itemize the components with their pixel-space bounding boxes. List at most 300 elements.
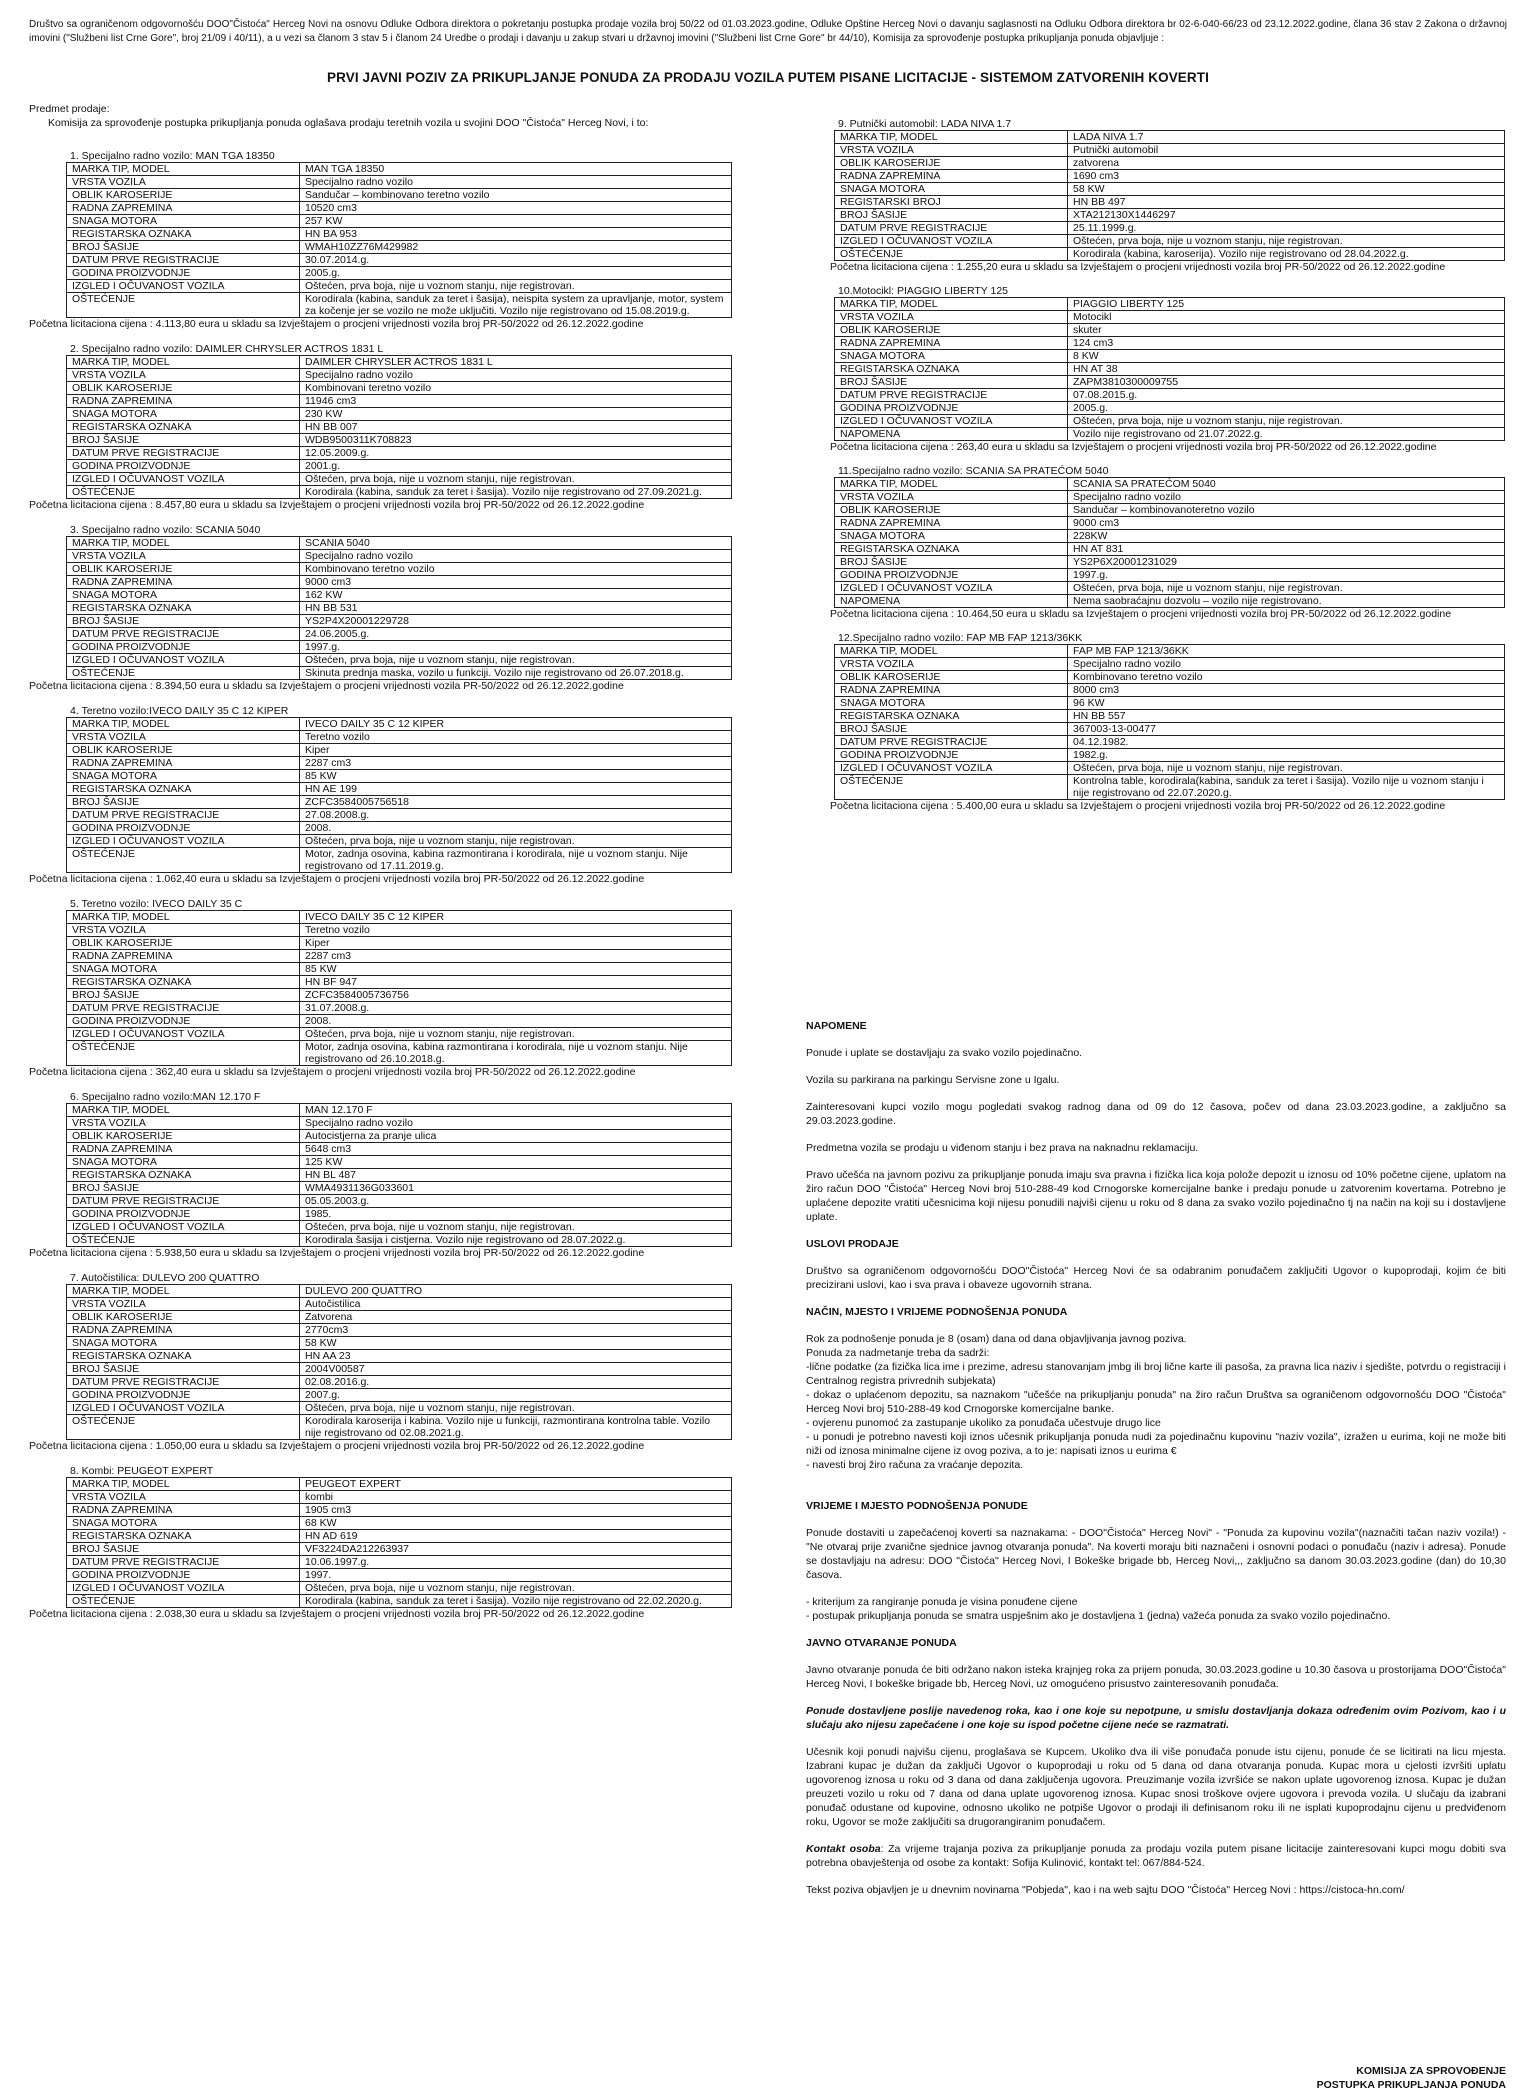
spec-value: 58 KW (1068, 183, 1505, 196)
nacin-line: Ponuda za nadmetanje treba da sadrži: (806, 1347, 990, 1359)
spec-value: HN BL 487 (300, 1169, 732, 1182)
spec-label: OBLIK KAROSERIJE (835, 671, 1068, 684)
spec-value: Zatvorena (300, 1311, 732, 1324)
spec-value: 9000 cm3 (1068, 517, 1505, 530)
spec-label: RADNA ZAPREMINA (835, 337, 1068, 350)
ucesnik-text: Učesnik koji ponudi najvišu cijenu, proglašava se Kupcem. Ukoliko dva ili više ponuđača ponude istu cijenu, ponude će se licitirati na licu mjesta. Izabrani kupac je dužan da zaključi Ugovor o kupoprodaji u roku od 5 dana od dana otvaranja ponuda. Kupac mora u cjelosti izvršiti uplatu ugovorenog iznosa u roku od 3 dana od dana zaključenja ugovora. Preuzimanje vozila izvršiće se nakon uplate ugovorenog iznosa. Kupac je dužan preuzeti vozilo u roku od 7 dana od dana uplate ugovorenog iznosa. Kupac snosi troškove ovjere ugovora i prevoda vozila. U slučaju da izabrani ponuđač odustane od kupovine, odnosno ukoliko ne potpiše Ugovor o prodaji ili definisanom roku ili ne isplati kupoprodajnu cijenu u predviđenom roku, Ugovor se može zaključiti sa drugorangiranim ponuđačem. (806, 1746, 1506, 1828)
spec-value: WDB9500311K708823 (300, 434, 732, 447)
spec-label: IZGLED I OČUVANOST VOZILA (67, 1582, 300, 1595)
spec-row (835, 749, 1505, 762)
spec-row (67, 202, 732, 215)
spec-row (835, 556, 1505, 569)
spec-value: 07.08.2015.g. (1068, 389, 1505, 402)
spec-row (67, 176, 732, 189)
spec-value: 11946 cm3 (300, 395, 732, 408)
spec-label: RADNA ZAPREMINA (835, 684, 1068, 697)
vehicles-left-column (29, 150, 732, 1621)
spec-value: WMAH10ZZ76M429982 (300, 241, 732, 254)
starting-price: Početna licitaciona cijena : 1.062,40 eura u skladu sa Izvještajem o procjeni vrijednosti vozila broj PR-50/2022 od 26.12.2022.godine (29, 873, 645, 885)
spec-value: Oštećen, prva boja, nije u voznom stanju, nije registrovan. (300, 473, 732, 486)
spec-row (67, 976, 732, 989)
napomena-item: Pravo učešća na javnom pozivu za prikupljanje ponuda imaju sva pravna i fizička lica koja polože depozit u iznosu od 10% početne cijene, uplatom na žiro račun DOO "Čistoća" Herceg Novi broj 510-288-49 kod Crnogorske komercijalne banke i predaju ponude u zatvorenim kovertama. Potrebno je uplaćene depozite vratiti učesnicima koji nijesu ponudili najviši cijenu u roku od 8 dana za svako vozilo pojedinačno tj na način na koji su i dostavljene uplate. (806, 1169, 1506, 1223)
spec-value: Motor, zadnja osovina, kabina razmontirana i korodirala, nije u voznom stanju. Nije registrovano od 17.11.2019.g. (300, 848, 732, 873)
spec-label: SNAGA MOTORA (67, 408, 300, 421)
spec-label: GODINA PROIZVODNJE (67, 822, 300, 835)
spec-value: 9000 cm3 (300, 576, 732, 589)
spec-value: 1997.g. (1068, 569, 1505, 582)
spec-value: SCANIA 5040 (300, 537, 732, 550)
spec-label: SNAGA MOTORA (67, 1337, 300, 1350)
spec-row (67, 1182, 732, 1195)
spec-value: 2008. (300, 1015, 732, 1028)
spec-label: REGISTARSKA OZNAKA (835, 710, 1068, 723)
signature-block (1317, 2064, 1506, 2092)
spec-value: Oštećen, prva boja, nije u voznom stanju, nije registrovan. (300, 280, 732, 293)
spec-value: Oštećen, prva boja, nije u voznom stanju, nije registrovan. (1068, 762, 1505, 775)
spec-value: Kombinovano teretno vozilo (300, 563, 732, 576)
spec-value: MAN 12.170 F (300, 1104, 732, 1117)
spec-label: VRSTA VOZILA (67, 1491, 300, 1504)
spec-value: 2287 cm3 (300, 757, 732, 770)
spec-row (835, 530, 1505, 543)
vehicle-heading: 12.Specijalno radno vozilo: FAP MB FAP 1213/36KK (838, 632, 1083, 644)
spec-row (835, 684, 1505, 697)
starting-price: Početna licitaciona cijena : 4.113,80 eura u skladu sa Izvještajem o procjeni vrijednosti vozila broj PR-50/2022 od 26.12.2022.godine (29, 318, 644, 330)
spec-value: ZCFC3584005736756 (300, 989, 732, 1002)
spec-row (835, 723, 1505, 736)
spec-value: 85 KW (300, 770, 732, 783)
intro-paragraph: Društvo sa ograničenom odgovornošću DOO"Čistoća" Herceg Novi na osnovu Odluke Odbora direktora o pokretanju postupka prodaje vozila broj 50/22 od 01.03.2023.godine, Odluke Opštine Herceg Novi o davanju saglasnosti na Odluku Odbora direktora br 02-6-040-66/23 od 23.12.2022.godine, člana 36 stav 2 Zakona o državnoj imovini ("Službeni list Crne Gore", broj 21/09 i 40/11), a u vezi sa članom 3 stav 5 i članom 24 Uredbe o prodaji i davanju u zakup stvari u državnoj imovini ("Službeni list Crne Gore" br 44/10), Komisija za sprovođenje postupka prikupljanja ponuda objavljuje : (29, 19, 1507, 44)
spec-label: MARKA TIP, MODEL (67, 537, 300, 550)
nacin-heading: NAČIN, MJESTO I VRIJEME PODNOŠENJA PONUDA (806, 1306, 1068, 1318)
spec-row (67, 937, 732, 950)
spec-label: BROJ ŠASIJE (67, 1182, 300, 1195)
napomena-item: Vozila su parkirana na parkingu Servisne zone u Igalu. (806, 1074, 1060, 1086)
spec-value: 31.07.2008.g. (300, 1002, 732, 1015)
spec-row (67, 228, 732, 241)
spec-label: OBLIK KAROSERIJE (835, 157, 1068, 170)
spec-label: VRSTA VOZILA (67, 176, 300, 189)
spec-value: Specijalno radno vozilo (300, 550, 732, 563)
spec-value: HN AT 38 (1068, 363, 1505, 376)
spec-label: BROJ ŠASIJE (67, 1543, 300, 1556)
commission-statement: Komisija za sprovođenje postupka prikupljanja ponuda oglašava prodaju teretnih vozila u svojini DOO "Čistoća" Herceg Novi, i to: (48, 117, 649, 129)
spec-value: 10520 cm3 (300, 202, 732, 215)
spec-label: OBLIK KAROSERIJE (67, 563, 300, 576)
spec-value: Nema saobraćajnu dozvolu – vozilo nije registrovano. (1068, 595, 1505, 608)
spec-row (835, 324, 1505, 337)
spec-value: Specijalno radno vozilo (1068, 658, 1505, 671)
spec-value: HN BB 007 (300, 421, 732, 434)
vehicle-heading: 2. Specijalno radno vozilo: DAIMLER CHRYSLER ACTROS 1831 L (70, 343, 384, 355)
spec-label: REGISTARSKA OZNAKA (67, 976, 300, 989)
vehicle-spec-table (66, 1284, 732, 1440)
spec-label: OŠTEĆENJE (67, 1595, 300, 1608)
nacin-line: - dokaz o uplaćenom depozitu, sa naznakom "učešće na prikupljanju ponuda" na žiro račun Društva sa ograničenom odgovornošću DOO "Čistoća" Herceg Novi broj 510-288-49 kod Crnogorske komercijalne banke. (806, 1389, 1506, 1415)
spec-label: RADNA ZAPREMINA (67, 1324, 300, 1337)
spec-row (67, 1517, 732, 1530)
spec-row (67, 1156, 732, 1169)
spec-row (835, 595, 1505, 608)
spec-label: DATUM PRVE REGISTRACIJE (67, 1002, 300, 1015)
spec-label: SNAGA MOTORA (835, 697, 1068, 710)
spec-label: IZGLED I OČUVANOST VOZILA (67, 1028, 300, 1041)
spec-row (67, 1169, 732, 1182)
spec-row (67, 848, 732, 873)
spec-label: OBLIK KAROSERIJE (67, 744, 300, 757)
vehicle-spec-table (66, 1477, 732, 1608)
spec-value: Sandučar – kombinovano teretno vozilo (300, 189, 732, 202)
spec-row (835, 671, 1505, 684)
spec-row (835, 144, 1505, 157)
spec-label: VRSTA VOZILA (835, 491, 1068, 504)
spec-row (67, 1491, 732, 1504)
spec-row (835, 736, 1505, 749)
spec-row (67, 576, 732, 589)
spec-value: 12.05.2009.g. (300, 447, 732, 460)
spec-label: GODINA PROIZVODNJE (835, 402, 1068, 415)
spec-value: 30.07.2014.g. (300, 254, 732, 267)
spec-row (67, 835, 732, 848)
kriterij-line: - postupak prikupljanja ponuda se smatra uspješnim ako je dostavljena 1 (jedna) važeća ponuda za svako vozilo pojedinačno. (806, 1610, 1391, 1622)
spec-label: NAPOMENA (835, 595, 1068, 608)
spec-label: OBLIK KAROSERIJE (67, 1130, 300, 1143)
spec-value: Autočistilica (300, 1298, 732, 1311)
spec-label: BROJ ŠASIJE (835, 376, 1068, 389)
spec-label: REGISTARSKA OZNAKA (67, 1350, 300, 1363)
spec-label: GODINA PROIZVODNJE (67, 1569, 300, 1582)
spec-label: RADNA ZAPREMINA (67, 950, 300, 963)
spec-row (835, 710, 1505, 723)
spec-row (67, 731, 732, 744)
spec-label: OŠTEĆENJE (67, 1415, 300, 1440)
spec-value: YS2P4X20001229728 (300, 615, 732, 628)
spec-value: 1997.g. (300, 641, 732, 654)
spec-row (67, 395, 732, 408)
spec-label: IZGLED I OČUVANOST VOZILA (67, 654, 300, 667)
spec-row (67, 1389, 732, 1402)
spec-row (67, 963, 732, 976)
vehicle-spec-table (834, 297, 1505, 441)
spec-value: 1982.g. (1068, 749, 1505, 762)
spec-row (67, 1002, 732, 1015)
spec-label: IZGLED I OČUVANOST VOZILA (835, 762, 1068, 775)
spec-label: RADNA ZAPREMINA (67, 1143, 300, 1156)
spec-label: GODINA PROIZVODNJE (835, 569, 1068, 582)
spec-value: 85 KW (300, 963, 732, 976)
spec-row (67, 1221, 732, 1234)
spec-label: OŠTEĆENJE (67, 486, 300, 499)
spec-label: DATUM PRVE REGISTRACIJE (67, 447, 300, 460)
spec-label: OŠTEĆENJE (67, 848, 300, 873)
spec-row (67, 615, 732, 628)
spec-value: HN AA 23 (300, 1350, 732, 1363)
vehicles-right-column (830, 118, 1505, 813)
vehicle-spec-table (66, 355, 732, 499)
spec-row (67, 589, 732, 602)
spec-row (835, 248, 1505, 261)
spec-row (835, 658, 1505, 671)
spec-row (67, 280, 732, 293)
starting-price: Početna licitaciona cijena : 8.394,50 eura u skladu sa Izvještajem o procjeni vrijednosti vozila PR-50/2022 od 26.12.2022.godine (29, 680, 624, 692)
spec-row (67, 924, 732, 937)
spec-label: VRSTA VOZILA (67, 1298, 300, 1311)
spec-value: Oštećen, prva boja, nije u voznom stanju, nije registrovan. (300, 835, 732, 848)
spec-label: MARKA TIP, MODEL (835, 645, 1068, 658)
spec-label: MARKA TIP, MODEL (67, 1285, 300, 1298)
spec-value: 1997. (300, 1569, 732, 1582)
spec-value: Oštećen, prva boja, nije u voznom stanju, nije registrovan. (300, 1028, 732, 1041)
spec-row (67, 1415, 732, 1440)
spec-row (67, 421, 732, 434)
spec-value: 8000 cm3 (1068, 684, 1505, 697)
spec-row (835, 235, 1505, 248)
spec-label: DATUM PRVE REGISTRACIJE (835, 222, 1068, 235)
spec-label: SNAGA MOTORA (67, 1156, 300, 1169)
spec-value: zatvorena (1068, 157, 1505, 170)
vehicle-heading: 6. Specijalno radno vozilo:MAN 12.170 F (70, 1091, 261, 1103)
spec-label: VRSTA VOZILA (835, 311, 1068, 324)
spec-row (835, 311, 1505, 324)
vehicle-spec-table (66, 536, 732, 680)
spec-label: VRSTA VOZILA (835, 144, 1068, 157)
spec-value: Oštećen, prva boja, nije u voznom stanju, nije registrovan. (300, 1402, 732, 1415)
vehicle-block (830, 465, 1505, 621)
spec-value: 25.11.1999.g. (1068, 222, 1505, 235)
spec-value: ZCFC3584005756518 (300, 796, 732, 809)
spec-row (67, 1350, 732, 1363)
spec-row (67, 486, 732, 499)
spec-value: Korodirala (kabina, sanduk za teret i šasija). Vozilo nije registrovano od 27.09.2021.g. (300, 486, 732, 499)
spec-row (67, 822, 732, 835)
vehicle-block (830, 118, 1505, 274)
spec-row (67, 460, 732, 473)
spec-row (67, 1143, 732, 1156)
spec-label: BROJ ŠASIJE (67, 1363, 300, 1376)
spec-label: RADNA ZAPREMINA (67, 202, 300, 215)
spec-label: IZGLED I OČUVANOST VOZILA (835, 235, 1068, 248)
nacin-line: - navesti broj žiro računa za vraćanje depozita. (806, 1459, 1024, 1471)
spec-row (67, 783, 732, 796)
spec-label: RADNA ZAPREMINA (67, 757, 300, 770)
spec-value: 96 KW (1068, 697, 1505, 710)
spec-value: 125 KW (300, 1156, 732, 1169)
spec-label: OBLIK KAROSERIJE (67, 937, 300, 950)
spec-value: Teretno vozilo (300, 731, 732, 744)
spec-row (67, 667, 732, 680)
spec-value: Oštećen, prva boja, nije u voznom stanju, nije registrovan. (1068, 235, 1505, 248)
spec-value: 367003-13-00477 (1068, 723, 1505, 736)
spec-label: OŠTEĆENJE (67, 667, 300, 680)
starting-price: Početna licitaciona cijena : 2.038,30 eura u skladu sa Izvještajem o procjeni vrijednosti vozila broj PR-50/2022 od 26.12.2022.godine (29, 1608, 645, 1620)
signature-line: KOMISIJA ZA SPROVOĐENJE (1356, 2065, 1506, 2077)
spec-value: Korodirala šasija i cistjerna. Vozilo nije registrovano od 28.07.2022.g. (300, 1234, 732, 1247)
vrijeme-text: Ponude dostaviti u zapečaćenoj koverti sa naznakama: - DOO"Čistoća" Herceg Novi" - "Ponuda za kupovinu vozila"(naznačiti tačan naziv vozila!) - "Ne otvaraj prije zvanične sjednice javnog otvaranja ponuda". Na koverti moraju biti naznačeni i osnovni podaci o ponuđaču (naziv i adresa). Ponude se dostavljaju na adresu: DOO "Čistoća" Herceg Novi, I Bokeške brigade bb, Herceg Novi,,, zaključno sa danom 30.03.2023.godine (dan) do 10,30 časova. (806, 1527, 1506, 1581)
starting-price: Početna licitaciona cijena : 5.400,00 eura u skladu sa Izvještajem o procjeni vrijednosti vozila broj PR-50/2022 od 26.12.2022.godine (830, 800, 1446, 812)
spec-label: VRSTA VOZILA (67, 924, 300, 937)
spec-value: Oštećen, prva boja, nije u voznom stanju, nije registrovan. (300, 1582, 732, 1595)
spec-value: FAP MB FAP 1213/36KK (1068, 645, 1505, 658)
javno-text: Javno otvaranje ponuda će biti održano nakon isteka krajnjeg roka za prijem ponuda, 30.03.2023.godine u 10.30 časova u prostorijama DOO"Čistoća" Herceg Novi, I bokeške brigade bb, Herceg Novi, uz omogućeno prisustvo zainteresovanih ponuđača. (806, 1664, 1506, 1690)
spec-value: HN AE 199 (300, 783, 732, 796)
spec-label: IZGLED I OČUVANOST VOZILA (67, 835, 300, 848)
spec-row (67, 241, 732, 254)
spec-value: Autocistjerna za pranje ulica (300, 1130, 732, 1143)
spec-row (835, 183, 1505, 196)
spec-label: MARKA TIP, MODEL (67, 1104, 300, 1117)
spec-row (835, 478, 1505, 491)
spec-label: REGISTARSKA OZNAKA (67, 783, 300, 796)
spec-label: GODINA PROIZVODNJE (67, 1389, 300, 1402)
vehicle-block (29, 705, 732, 886)
spec-row (67, 809, 732, 822)
vehicle-spec-table (834, 644, 1505, 800)
spec-row (835, 415, 1505, 428)
spec-label: REGISTARSKA OZNAKA (835, 363, 1068, 376)
spec-row (835, 543, 1505, 556)
vehicle-heading: 5. Teretno vozilo: IVECO DAILY 35 C (70, 898, 243, 910)
spec-label: VRSTA VOZILA (67, 550, 300, 563)
spec-value: Specijalno radno vozilo (300, 176, 732, 189)
vehicle-block (29, 343, 732, 512)
page-title: PRVI JAVNI POZIV ZA PRIKUPLJANJE PONUDA ZA PRODAJU VOZILA PUTEM PISANE LICITACIJE - SISTEMOM ZATVORENIH KOVERTI (327, 70, 1209, 85)
spec-row (67, 1234, 732, 1247)
spec-row (835, 762, 1505, 775)
spec-row (835, 157, 1505, 170)
spec-row (67, 911, 732, 924)
spec-label: SNAGA MOTORA (67, 963, 300, 976)
spec-row (835, 428, 1505, 441)
spec-label: BROJ ŠASIJE (67, 989, 300, 1002)
spec-value: DAIMLER CHRYSLER ACTROS 1831 L (300, 356, 732, 369)
spec-value: Kombinovano teretno vozilo (1068, 671, 1505, 684)
spec-row (67, 382, 732, 395)
vehicle-spec-table (66, 717, 732, 873)
spec-label: MARKA TIP, MODEL (835, 298, 1068, 311)
spec-value: VF3224DA212263937 (300, 1543, 732, 1556)
spec-label: RADNA ZAPREMINA (67, 1504, 300, 1517)
spec-row (67, 563, 732, 576)
spec-row (835, 491, 1505, 504)
spec-row (67, 1041, 732, 1066)
spec-row (835, 222, 1505, 235)
spec-row (835, 298, 1505, 311)
spec-label: GODINA PROIZVODNJE (835, 749, 1068, 762)
spec-row (67, 1324, 732, 1337)
spec-row (67, 796, 732, 809)
nacin-line: - u ponudi je potrebno navesti koji iznos učesnik prikupljanja ponuda nudi za pojedinačnu kupovinu "naziv vozila", izražen u eurima, koji ne može biti niži od iznosa minimalne cijene iz ovog poziva, a to je: napisati iznos u eurima € (806, 1431, 1506, 1457)
spec-value: 58 KW (300, 1337, 732, 1350)
spec-row (67, 550, 732, 563)
spec-label: IZGLED I OČUVANOST VOZILA (67, 473, 300, 486)
spec-value: Specijalno radno vozilo (1068, 491, 1505, 504)
spec-label: REGISTARSKA OZNAKA (67, 228, 300, 241)
spec-value: MAN TGA 18350 (300, 163, 732, 176)
spec-label: RADNA ZAPREMINA (67, 576, 300, 589)
spec-label: REGISTARSKA OZNAKA (67, 602, 300, 615)
spec-label: SNAGA MOTORA (835, 530, 1068, 543)
signature-line: POSTUPKA PRIKUPLJANJA PONUDA (1316, 2079, 1506, 2091)
spec-row (67, 1504, 732, 1517)
spec-label: NAPOMENA (835, 428, 1068, 441)
spec-label: MARKA TIP, MODEL (67, 1478, 300, 1491)
spec-label: IZGLED I OČUVANOST VOZILA (67, 1221, 300, 1234)
spec-label: MARKA TIP, MODEL (67, 356, 300, 369)
spec-value: 05.05.2003.g. (300, 1195, 732, 1208)
spec-value: 2004V00587 (300, 1363, 732, 1376)
spec-value: HN AD 619 (300, 1530, 732, 1543)
spec-label: DATUM PRVE REGISTRACIJE (67, 809, 300, 822)
spec-value: Skinuta prednja maska, vozilo u funkciji. Vozilo nije registrovano od 26.07.2018.g. (300, 667, 732, 680)
spec-label: VRSTA VOZILA (67, 369, 300, 382)
spec-label: OBLIK KAROSERIJE (835, 324, 1068, 337)
spec-label: OŠTEĆENJE (67, 293, 300, 318)
napomena-item: Predmetna vozila se prodaju u viđenom stanju i bez prava na naknadnu reklamaciju. (806, 1142, 1199, 1154)
spec-label: GODINA PROIZVODNJE (67, 641, 300, 654)
spec-value: 68 KW (300, 1517, 732, 1530)
spec-label: VRSTA VOZILA (835, 658, 1068, 671)
spec-value: 162 KW (300, 589, 732, 602)
spec-value: 124 cm3 (1068, 337, 1505, 350)
starting-price: Početna licitaciona cijena : 263,40 eura u skladu sa Izvještajem o procjeni vrijednosti vozila broj PR-50/2022 od 26.12.2022.godine (830, 441, 1437, 453)
spec-label: OBLIK KAROSERIJE (835, 504, 1068, 517)
spec-label: GODINA PROIZVODNJE (67, 460, 300, 473)
nacin-line: - ovjerenu punomoć za zastupanje ukoliko za ponuđača učestvuje drugo lice (806, 1417, 1161, 1429)
spec-value: Kiper (300, 937, 732, 950)
spec-value: Teretno vozilo (300, 924, 732, 937)
spec-value: 2007.g. (300, 1389, 732, 1402)
vehicle-block (29, 1465, 732, 1621)
spec-label: IZGLED I OČUVANOST VOZILA (67, 1402, 300, 1415)
spec-row (67, 356, 732, 369)
spec-value: Korodirala karoserija i kabina. Vozilo nije u funkciji, razmontirana kontrolna table. Vozilo nije registrovano od 02.08.2021.g. (300, 1415, 732, 1440)
spec-value: LADA NIVA 1.7 (1068, 131, 1505, 144)
spec-row (67, 1337, 732, 1350)
spec-label: GODINA PROIZVODNJE (67, 1015, 300, 1028)
spec-value: 1985. (300, 1208, 732, 1221)
spec-value: Oštećen, prva boja, nije u voznom stanju, nije registrovan. (300, 1221, 732, 1234)
spec-value: Specijalno radno vozilo (300, 1117, 732, 1130)
spec-row (835, 582, 1505, 595)
spec-value: Kontrolna table, korodirala(kabina, sanduk za teret i šasija). Vozilo nije u voznom stanju i nije registrovano od 22.07.2020.g. (1068, 775, 1505, 800)
spec-row (835, 376, 1505, 389)
spec-label: OŠTEĆENJE (67, 1234, 300, 1247)
spec-label: REGISTARSKA OZNAKA (835, 543, 1068, 556)
spec-value: 2001.g. (300, 460, 732, 473)
starting-price: Početna licitaciona cijena : 1.255,20 eura u skladu sa Izvještajem o procjeni vrijednosti vozila broj PR-50/2022 od 26.12.2022.godine (830, 261, 1446, 273)
spec-value: Oštećen, prva boja, nije u voznom stanju, nije registrovan. (1068, 415, 1505, 428)
vehicle-block (29, 524, 732, 693)
spec-value: 1690 cm3 (1068, 170, 1505, 183)
spec-row (67, 718, 732, 731)
spec-value: 04.12.1982. (1068, 736, 1505, 749)
spec-row (67, 1028, 732, 1041)
spec-value: IVECO DAILY 35 C 12 KIPER (300, 718, 732, 731)
spec-row (67, 1556, 732, 1569)
uslovi-heading: USLOVI PRODAJE (806, 1238, 899, 1250)
spec-row (835, 504, 1505, 517)
spec-label: BROJ ŠASIJE (835, 556, 1068, 569)
spec-label: BROJ ŠASIJE (835, 723, 1068, 736)
javno-heading: JAVNO OTVARANJE PONUDA (806, 1637, 957, 1649)
spec-value: 27.08.2008.g. (300, 809, 732, 822)
spec-row (835, 569, 1505, 582)
spec-value: ZAPM3810300009755 (1068, 376, 1505, 389)
spec-value: WMA4931136G033601 (300, 1182, 732, 1195)
spec-row (835, 645, 1505, 658)
spec-value: Korodirala (kabina, sanduk za teret i šasija). Vozilo nije registrovano od 22.02.2020.g. (300, 1595, 732, 1608)
spec-label: OBLIK KAROSERIJE (67, 189, 300, 202)
